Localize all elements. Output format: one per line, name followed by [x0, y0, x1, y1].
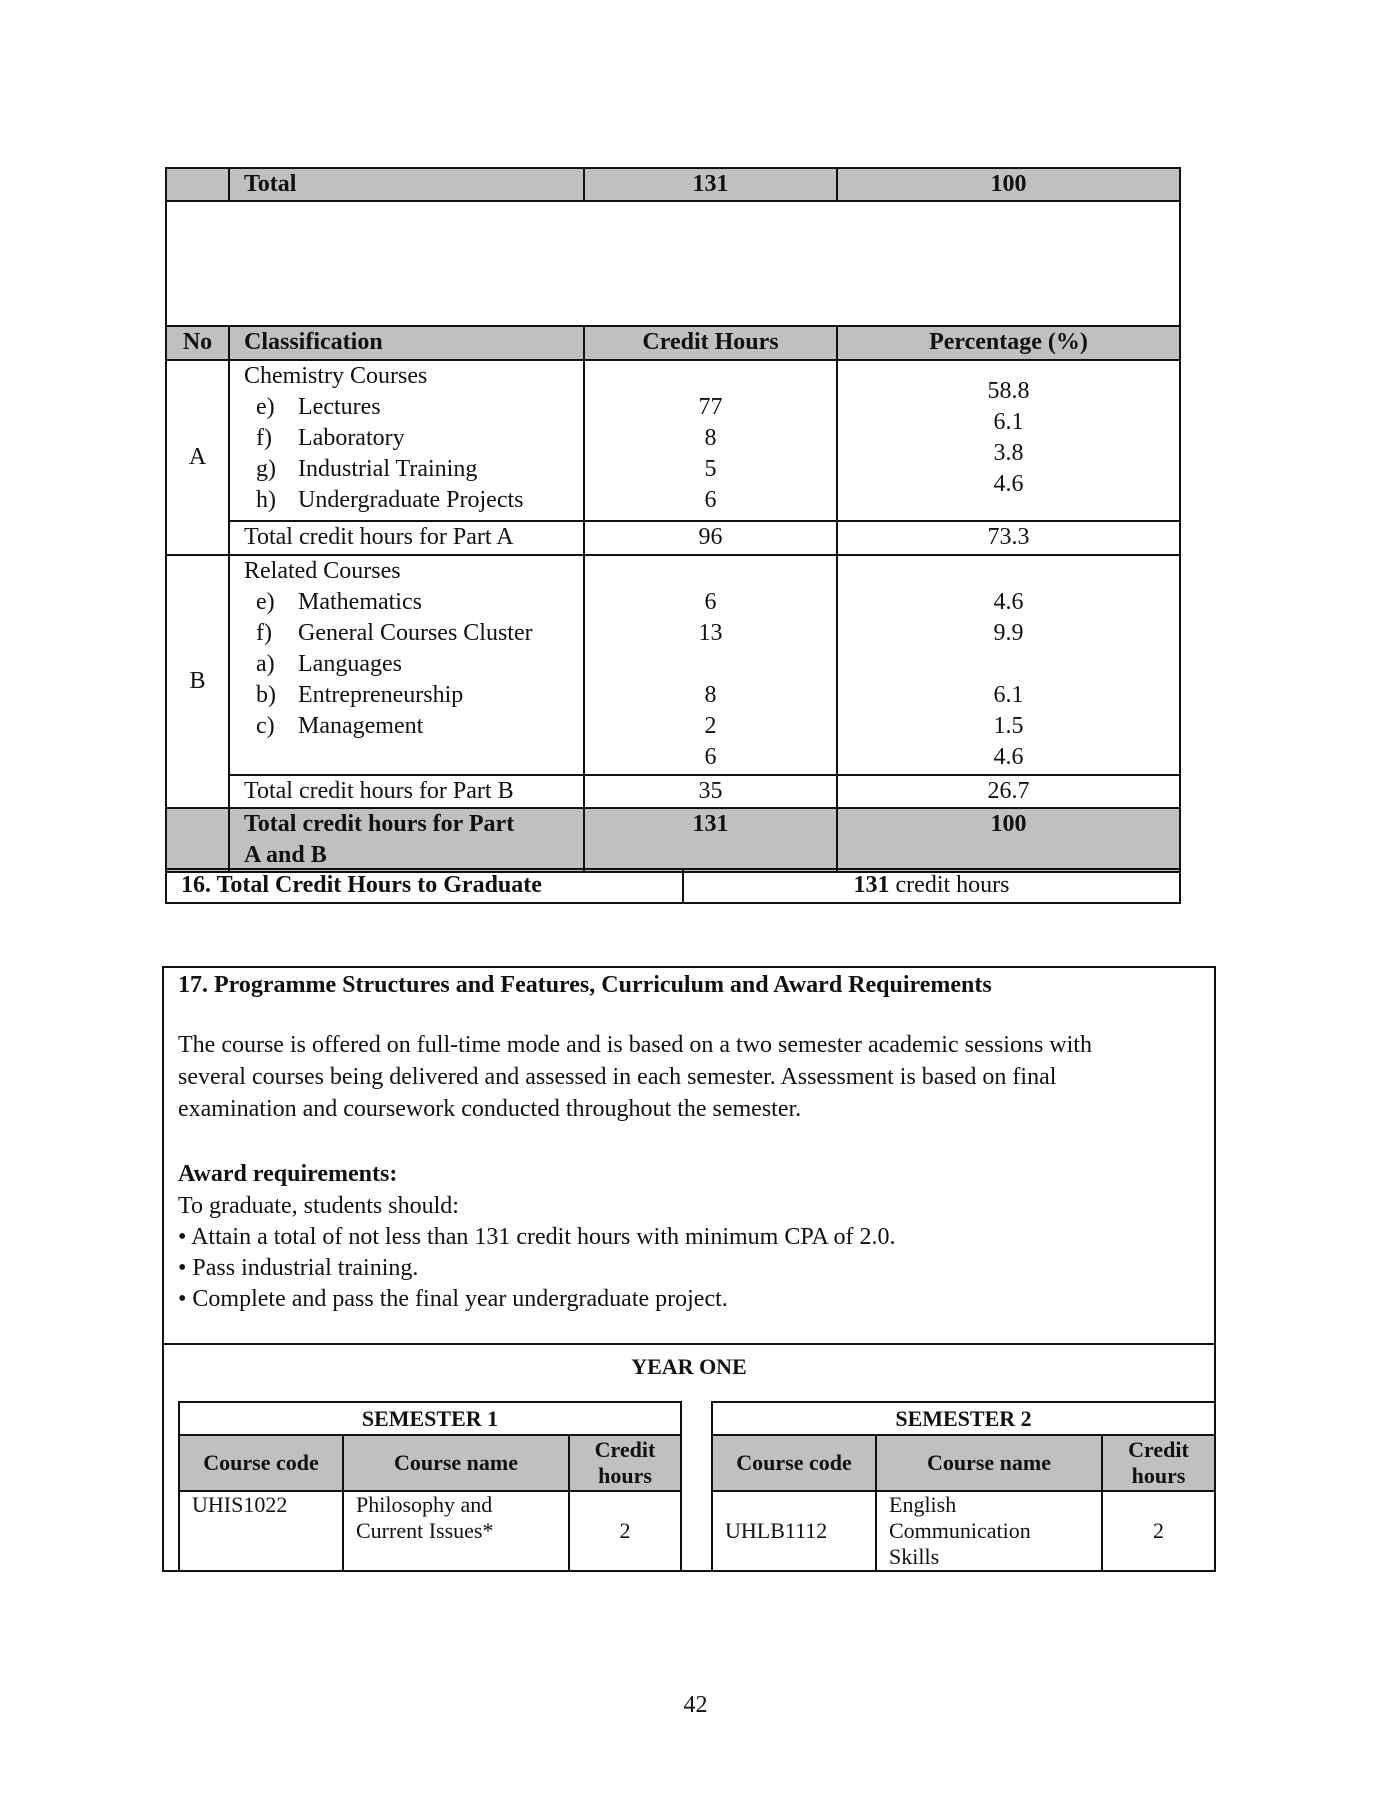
total-credit: 131: [584, 168, 837, 201]
list-item: a) Languages: [256, 651, 402, 677]
table-row: [712, 1491, 1215, 1571]
header-row: [166, 326, 1180, 360]
graduate-hours-table: [165, 868, 1181, 904]
credit-value: 8: [704, 682, 717, 708]
credit-value: 6: [704, 744, 717, 770]
course-name: Philosophy and Current Issues*: [343, 1491, 569, 1571]
header-course-code: Course code: [712, 1435, 876, 1491]
list-item: f) Laboratory: [256, 425, 405, 451]
percent-value: 4.6: [993, 589, 1024, 615]
part-b-total-credit: 35: [584, 775, 837, 808]
part-b-total-percent: 26.7: [837, 775, 1180, 808]
percent-value: 4.6: [993, 471, 1024, 497]
graduate-value: 131 credit hours: [683, 869, 1180, 903]
course-code: UHIS1022: [179, 1491, 343, 1571]
semester-1-table: [178, 1401, 682, 1572]
header-percent: Percentage (%): [837, 326, 1180, 360]
total-row: [166, 168, 1180, 201]
header-course-name: Course name: [343, 1435, 569, 1491]
credit-value: 13: [698, 620, 723, 646]
header-credit-hours: Credit hours: [569, 1435, 681, 1491]
part-b-row: [166, 555, 1180, 775]
blank-row: [166, 201, 1180, 326]
part-b-total-label: Total credit hours for Part B: [229, 775, 584, 808]
percent-value: 9.9: [993, 620, 1024, 646]
list-item: • Attain a total of not less than 131 credit hours with minimum CPA of 2.0.: [178, 1224, 896, 1250]
list-item: e) Lectures: [256, 394, 381, 420]
course-credit: 2: [569, 1491, 681, 1571]
header-classification: Classification: [229, 326, 584, 360]
credit-value: 6: [704, 487, 717, 513]
section-title: 17. Programme Structures and Features, Curriculum and Award Requirements: [178, 972, 992, 998]
header-course-code: Course code: [179, 1435, 343, 1491]
part-b-no: B: [166, 555, 229, 808]
semester-title: SEMESTER 1: [179, 1402, 681, 1435]
semester-title: SEMESTER 2: [712, 1402, 1215, 1435]
part-a-row: [166, 360, 1180, 521]
page-number: 42: [683, 1692, 708, 1718]
part-a-no: A: [166, 360, 229, 555]
part-b-title: Related Courses: [244, 558, 401, 584]
list-item: • Pass industrial training.: [178, 1255, 419, 1281]
header-credit-hours: Credit hours: [1102, 1435, 1215, 1491]
list-item: b) Entrepreneurship: [256, 682, 464, 708]
total-label: Total: [229, 168, 584, 201]
part-a-total-percent: 73.3: [837, 521, 1180, 555]
part-a-total-credit: 96: [584, 521, 837, 555]
percent-value: 3.8: [993, 440, 1024, 466]
part-a-total-label: Total credit hours for Part A: [229, 521, 584, 555]
percent-value: 6.1: [993, 682, 1024, 708]
semester-2-table: [711, 1401, 1216, 1572]
course-credit: 2: [1102, 1491, 1215, 1571]
award-heading: Award requirements:: [178, 1161, 398, 1187]
grand-total-label: Total credit hours for Part: [244, 811, 515, 837]
award-list: [178, 1191, 895, 1315]
credit-value: 77: [698, 394, 723, 420]
total-percent: 100: [837, 168, 1180, 201]
credit-value: 2: [704, 713, 717, 739]
list-item: • Complete and pass the final year undergraduate project.: [178, 1286, 728, 1312]
grand-total-credit: 131: [584, 808, 837, 872]
table-row: [179, 1491, 681, 1571]
list-item: h) Undergraduate Projects: [256, 487, 524, 513]
list-item: f) General Courses Cluster: [256, 620, 533, 646]
award-intro: To graduate, students should:: [178, 1193, 459, 1219]
credit-value: 6: [704, 589, 717, 615]
percent-value: 58.8: [987, 378, 1030, 404]
credit-value: 5: [704, 456, 717, 482]
part-a-total-row: [166, 521, 1180, 555]
credit-value: [585, 649, 836, 680]
percent-value: 1.5: [993, 713, 1024, 739]
credit-value: 8: [704, 425, 717, 451]
divider: [164, 1343, 1214, 1345]
course-name: English Communication Skills: [876, 1491, 1102, 1571]
percent-value: 4.6: [993, 744, 1024, 770]
header-no: No: [166, 326, 229, 360]
grand-total-row: [166, 808, 1180, 872]
list-item: c) Management: [256, 713, 424, 739]
graduate-label: 16. Total Credit Hours to Graduate: [166, 869, 683, 903]
header-course-name: Course name: [876, 1435, 1102, 1491]
grand-total-label-2: A and B: [244, 842, 327, 868]
description-paragraph: The course is offered on full-time mode and is based on a two semester academic sessions with several courses being delivered and assessed in each semester. Assessment is based on final examination and coursework conducted throughout the semester.: [178, 1032, 1092, 1122]
list-item: g) Industrial Training: [256, 456, 478, 482]
year-heading: YEAR ONE: [631, 1354, 747, 1379]
header-credit: Credit Hours: [584, 326, 837, 360]
part-b-total-row: [166, 775, 1180, 808]
grand-total-percent: 100: [837, 808, 1180, 872]
list-item: e) Mathematics: [256, 589, 422, 615]
percent-value: 6.1: [993, 409, 1024, 435]
course-code: UHLB1112: [712, 1491, 876, 1571]
credit-hours-table: [165, 167, 1181, 873]
part-a-title: Chemistry Courses: [244, 363, 428, 389]
percent-value: [838, 649, 1179, 680]
